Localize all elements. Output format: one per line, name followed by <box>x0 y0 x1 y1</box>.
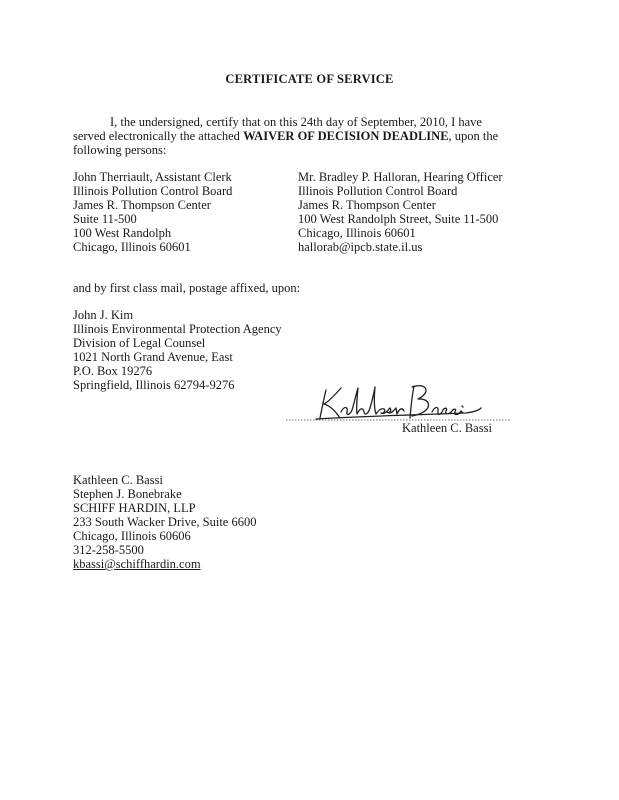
address-line: James R. Thompson Center <box>73 198 211 212</box>
address-line: Illinois Pollution Control Board <box>298 184 458 198</box>
address-line: P.O. Box 19276 <box>73 364 153 378</box>
recipient-address-epa <box>73 308 282 392</box>
handwritten-signature <box>286 378 511 423</box>
address-line: John J. Kim <box>73 308 134 322</box>
recipient-address-hearing-officer <box>298 170 503 254</box>
contact-line: Kathleen C. Bassi <box>73 473 163 487</box>
contact-line: Chicago, Illinois 60606 <box>73 529 191 543</box>
address-line: 100 West Randolph Street, Suite 11-500 <box>298 212 499 226</box>
address-line: James R. Thompson Center <box>298 198 436 212</box>
email-link[interactable]: kbassi@schiffhardin.com <box>73 557 201 571</box>
mail-service-statement: and by first class mail, postage affixed, upon: <box>73 281 301 295</box>
address-line: Mr. Bradley P. Halloran, Hearing Officer <box>298 170 503 184</box>
address-line: Illinois Environmental Protection Agency <box>73 322 282 336</box>
address-line: Chicago, Illinois 60601 <box>298 226 416 240</box>
address-line: Illinois Pollution Control Board <box>73 184 233 198</box>
contact-line: SCHIFF HARDIN, LLP <box>73 501 196 515</box>
contact-line: 312-258-5500 <box>73 543 144 557</box>
address-line: Springfield, Illinois 62794-9276 <box>73 378 235 392</box>
email-link[interactable]: hallorab@ipcb.state.il.us <box>298 240 423 254</box>
document-name: WAIVER OF DECISION DEADLINE <box>243 129 449 143</box>
address-line: Chicago, Illinois 60601 <box>73 240 191 254</box>
address-line: John Therriault, Assistant Clerk <box>73 170 232 184</box>
counsel-contact-block <box>73 473 256 571</box>
address-line: Suite 11-500 <box>73 212 137 226</box>
statement-text: I, the undersigned, certify that on this 24th day of September, 2010, I have served electronically the attached <box>73 115 482 143</box>
page-title: CERTIFICATE OF SERVICE <box>225 72 394 86</box>
contact-line: 233 South Wacker Drive, Suite 6600 <box>73 515 257 529</box>
address-line: 1021 North Grand Avenue, East <box>73 350 233 364</box>
address-line: 100 West Randolph <box>73 226 172 240</box>
certification-statement <box>73 115 513 157</box>
signatory-name: Kathleen C. Bassi <box>402 421 492 435</box>
signature-block <box>286 378 511 438</box>
contact-line: Stephen J. Bonebrake <box>73 487 182 501</box>
recipient-address-clerk <box>73 170 232 254</box>
address-line: Division of Legal Counsel <box>73 336 206 350</box>
statement-text-end: , upon the following persons: <box>73 129 499 157</box>
